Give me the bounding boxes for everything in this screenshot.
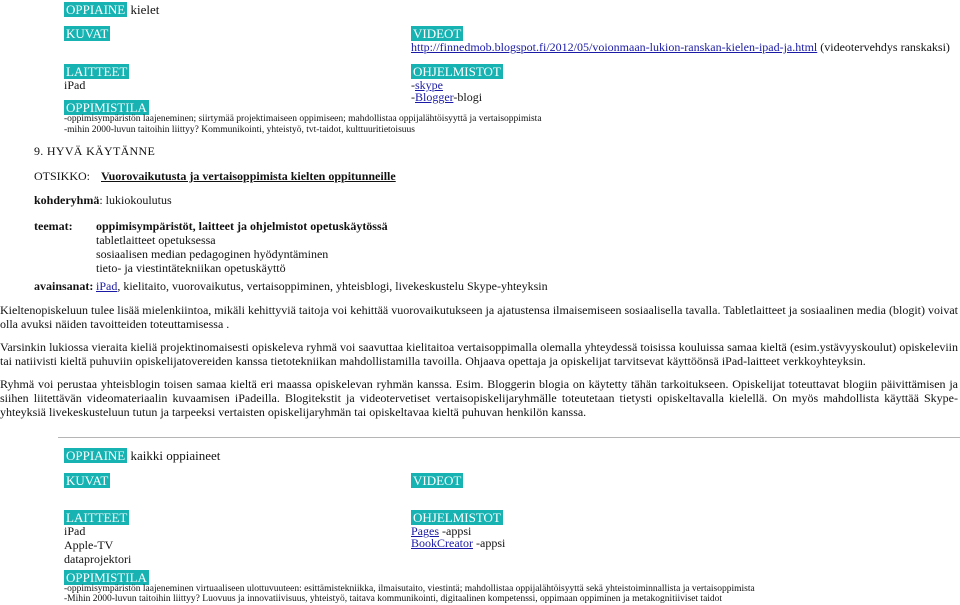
ohjelmistot-tag: OHJELMISTOT (413, 64, 501, 79)
subject-value: kaikki oppiaineet (130, 448, 221, 463)
laitteet-list (64, 524, 131, 566)
avainsanat-rest: , kielitaito, vuorovaikutus, vertaisoppiminen, yhteisblogi, livekeskustelu Skype-yhteyksin (117, 279, 548, 293)
blogger-link[interactable]: Blogger (415, 90, 454, 104)
oppimistila-line: -Mihin 2000-luvun taitoihin liittyy? Luovuus ja innovatiivisuus, yhteistyö, taitava kommunikointi, digitaalinen kompetenssi, oppimaan oppiminen ja metakognitiiviset taidot (64, 594, 723, 604)
kohderyhma-label: kohderyhmä (34, 193, 100, 207)
avainsanat-value (96, 279, 548, 293)
teema-item: oppimisympäristöt, laitteet ja ohjelmistot opetuskäytössä (96, 219, 388, 233)
section-heading: 9. HYVÄ KÄYTÄNNE (34, 144, 156, 158)
otsikko-label: OTSIKKO: (34, 169, 90, 183)
oppimistila-tag: OPPIMISTILA (66, 100, 147, 115)
oppimistila-line: -oppimisympäristön laajeneminen; siirtymää projektimaiseen oppimiseen; mahdollistaa oppijalähtöisyyttä ja vertaisoppimista (64, 114, 542, 124)
blogger-suffix: -blogi (453, 90, 483, 104)
oppimistila-header (64, 570, 149, 585)
pages-suffix: -appsi (439, 524, 472, 538)
ohjelmistot-tag: OHJELMISTOT (413, 510, 501, 525)
teema-item: tieto- ja viestintätekniikan opetuskäyttö (96, 261, 286, 275)
paragraph: Ryhmä voi perustaa yhteisblogin toisen samaa kieltä eri maassa opiskelevan ryhmän kanssa. Esim. Bloggerin blogia on käytetty tähän tarkoitukseen. Opiskelijat toteuttavat blogiin päivittämisen ja siihen liitettävän videomateriaalin kuvaamisen iPadeilla. Blogitekstit ja videotervetiset vertaisopiskelijaryhmälle toteutetaan tietysti opiskeltavalla kielellä. On myös mahdollista käyttää Skype-yhteyksiä livekeskusteluun tutun ja tarpeeksi vertaisten opiskelijaryhmän tai opiskeltavaa kieltä puhuvan henkilön kanssa. (0, 377, 958, 419)
subject-value: kielet (130, 2, 160, 17)
otsikko-row (34, 169, 396, 183)
laite-item: Apple-TV (64, 538, 114, 552)
oppiaine-tag: OPPIAINE (66, 448, 126, 463)
laite-item: iPad (64, 524, 86, 538)
ipad-link[interactable]: iPad (96, 279, 118, 293)
video-link[interactable]: http://finnedmob.blogspot.fi/2012/05/voionmaan-lukion-ranskan-kielen-ipad-ja.html (411, 40, 818, 54)
kuvat-header (64, 473, 110, 488)
subject-row (64, 448, 220, 463)
teemat-label: teemat: (34, 219, 73, 233)
oppimistila-tag: OPPIMISTILA (66, 570, 147, 585)
ohjelmistot-header (411, 510, 503, 525)
videot-header (411, 473, 463, 488)
laite-item: dataprojektori (64, 552, 132, 566)
teemat-list (96, 219, 388, 275)
video-row (411, 40, 950, 54)
otsikko-value: Vuorovaikutusta ja vertaisoppimista kielten oppitunneille (101, 169, 396, 183)
software-row-bookcreator (411, 536, 505, 550)
software-prefix: - (411, 78, 415, 92)
kohderyhma-row (34, 193, 172, 207)
ohjelmistot-header (411, 64, 503, 79)
paragraph: Varsinkin lukiossa vieraita kieliä projektinomaisesti opiskeleva ryhmä voi saavuttaa kielitaitoa vertaisoppimalla olemalla yhteydessä toisissa kouluissa samaa kieltä (esim.ystävyyskoulut) opiskeleviin tai natiivisti kieltä puhuviin opiskelijatovereiden kanssa tietotekniikan mahdollistamilla tavoilla. Ohjaava opettaja ja opiskelijat tarvitsevat käyttöönsä iPad-laitteet verkkoyhteyksin. (0, 340, 958, 368)
kohderyhma-value: : lukiokoulutus (99, 193, 172, 207)
section-divider (58, 437, 960, 438)
kuvat-header (64, 26, 110, 41)
kuvat-tag: KUVAT (66, 26, 109, 41)
subject-row (64, 2, 159, 17)
videot-tag: VIDEOT (413, 473, 462, 488)
oppimistila-line: -mihin 2000-luvun taitoihin liittyy? Kommunikointi, yhteistyö, tvt-taidot, kulttuuritietoisuus (64, 125, 415, 135)
teema-item: tabletlaitteet opetuksessa (96, 233, 216, 247)
oppimistila-line: -oppimisympäristön laajeneminen virtuaaliseen ulottuvuuteen: esittämistekniikka, ilmaisutaito, viestintä; mahdollistaa oppijalähtöisyyttä sekä yhteistoiminnallista ja vertaisoppimista (64, 584, 755, 594)
laitteet-tag: LAITTEET (66, 64, 128, 79)
laitteet-tag: LAITTEET (66, 510, 128, 525)
videot-header (411, 26, 463, 41)
bookcreator-suffix: -appsi (473, 536, 506, 550)
paragraph: Kieltenopiskeluun tulee lisää mielenkiintoa, mikäli kehittyviä taitoja voi kehittää vuorovaikutukseen ja ajatustensa ilmaisemiseen sosiaalisella tavalla. Tabletlaitteet ja sosiaalinen media (blogit) voivat olla avuksi näiden tavoitteiden toteuttamisessa . (0, 303, 958, 331)
oppimistila-header (64, 100, 149, 115)
pages-link[interactable]: Pages (411, 524, 439, 538)
software-prefix: - (411, 90, 415, 104)
teema-item: sosiaalisen median pedagoginen hyödyntäminen (96, 247, 329, 261)
videot-tag: VIDEOT (413, 26, 462, 41)
laitteet-header (64, 64, 129, 79)
software-row-blogger (411, 90, 482, 104)
laitteet-header (64, 510, 129, 525)
video-note: (videotervehdys ranskaksi) (820, 40, 950, 54)
bookcreator-link[interactable]: BookCreator (411, 536, 473, 550)
avainsanat-label: avainsanat: (34, 279, 94, 293)
laite-item: iPad (64, 78, 86, 92)
oppiaine-tag: OPPIAINE (66, 2, 126, 17)
kuvat-tag: KUVAT (66, 473, 109, 488)
skype-link[interactable]: skype (415, 78, 443, 92)
